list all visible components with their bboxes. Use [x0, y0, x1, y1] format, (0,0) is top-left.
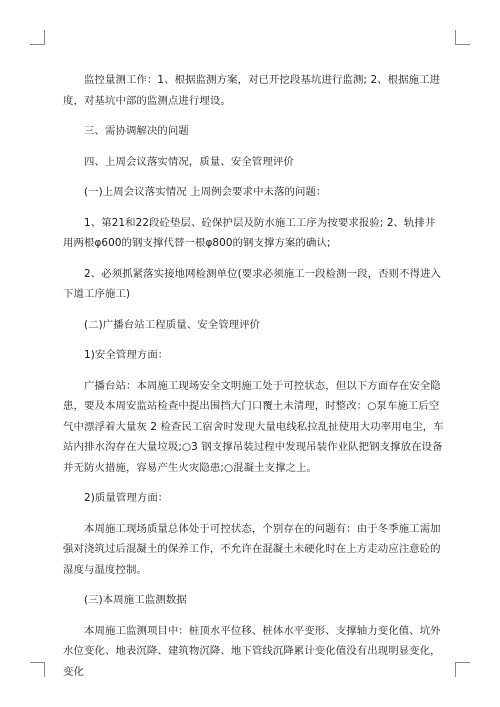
paragraph-item-1: 1、第21和22段砼垫层、砼保护层及防水施工工序为按要求报验; 2、轨排井用两根φ600的钢支撑代替一根φ800的钢支撑方案的确认;: [63, 216, 436, 249]
paragraph-monitoring-data: 本周施工监测项目中：桩顶水平位移、桩体水平变形、支撑轴力变化值、坑外水位变化、地表沉降、建筑物沉降、地下管线沉降累计变化值没有出现明显变化，变化: [63, 624, 441, 678]
heading-safety: 1)安全管理方面：: [84, 349, 169, 361]
crop-mark-bottom-right: [455, 662, 470, 677]
heading-issues: 三、需协调解决的问题: [84, 125, 189, 137]
subheading-last-week: (一)上周会议落实情况 上周例会要求中未落的问题：: [84, 186, 327, 198]
heading-quality: 2)质量管理方面：: [84, 492, 169, 504]
document-body: [63, 70, 445, 692]
crop-mark-top-left: [30, 30, 45, 45]
paragraph-item-2: 2、必须抓紧落实接地网检测单位(要求必须施工一段检测一段，否则不得进入下道工序施工): [63, 267, 442, 300]
paragraph-monitoring: 监控量测工作：1、根据监测方案，对已开挖段基坑进行监测; 2、根据施工进度，对基坑中部的监测点进行埋设。: [63, 74, 441, 107]
subheading-station-quality: (二)广播台站工程质量、安全管理评价: [84, 318, 261, 331]
heading-meeting-review: 四、上周会议落实情况，质量、安全管理评价: [84, 155, 294, 168]
crop-mark-top-right: [455, 30, 470, 45]
paragraph-quality: 本周施工现场质量总体处于可控状态，个别存在的问题有：由于冬季施工需加强对浇筑过后混凝土的保养工作，不允许在混凝土未硬化时在上方走动应注意砼的湿度与温度控制。: [63, 522, 441, 576]
paragraph-safety: 广播台站：本周施工现场安全文明施工处于可控状态，但以下方面存在安全隐患，要及本周安监站检查中提出围挡大门口覆土未清理，时整改：○泵车施工后空气中漂浮着大量灰 2 检查民工宿舍时发现大量电线私拉乱扯使用大功率用电尘，车站内排水沟存在大量垃圾;○3 钢支撑吊装过程中发现吊装作业队把钢支撑放在设备并无防火措施，容易产生火灾隐患;○混凝土支撑之上。: [63, 379, 444, 474]
subheading-monitoring-data: (三)本周施工监测数据: [84, 594, 187, 606]
crop-mark-bottom-left: [30, 662, 45, 677]
